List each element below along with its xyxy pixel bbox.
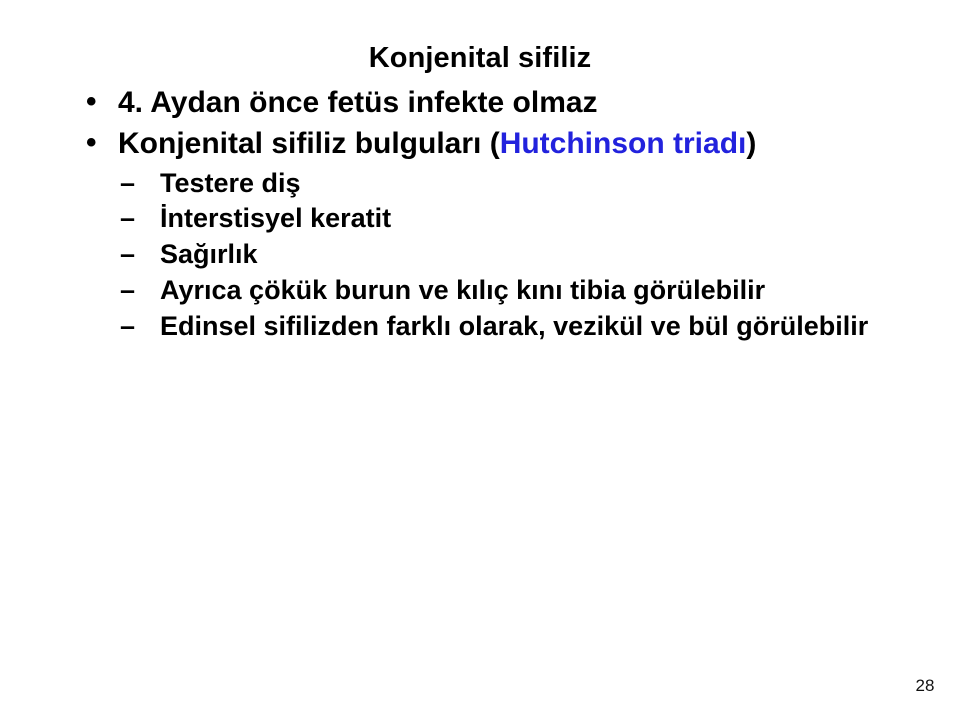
bullet-text <box>160 239 258 269</box>
bullet-text <box>160 311 868 341</box>
bullet-item <box>80 310 914 343</box>
bullet-marker-icon: • <box>86 85 97 119</box>
bullet-item <box>80 167 914 200</box>
bullet-list <box>80 85 914 343</box>
text-segment: Konjenital sifiliz bulguları ( <box>118 126 500 160</box>
text-segment: Ayrıca çökük burun ve kılıç kını tibia görülebilir <box>160 275 766 306</box>
page-number: 28 <box>915 676 935 695</box>
text-segment: Testere diş <box>160 167 301 198</box>
bullet-text <box>160 168 301 198</box>
bullet-item <box>80 274 914 307</box>
dash-marker-icon: – <box>120 311 136 342</box>
slide-body <box>0 85 960 343</box>
dash-marker-icon: – <box>120 167 136 198</box>
bullet-text <box>118 86 598 119</box>
bullet-item <box>80 238 914 271</box>
bullet-text <box>160 203 391 233</box>
bullet-item <box>80 202 914 235</box>
bullet-item <box>80 126 914 163</box>
text-segment: Sağırlık <box>160 239 258 270</box>
text-segment: İnterstisyel keratit <box>160 203 392 234</box>
text-segment: Edinsel sifilizden farklı olarak, vezikül ve bül görülebilir <box>160 311 869 342</box>
text-segment: ) <box>746 126 757 160</box>
bullet-text <box>160 275 765 305</box>
bullet-item <box>80 85 914 122</box>
bullet-marker-icon: • <box>86 125 97 159</box>
bullet-text <box>118 127 756 160</box>
highlighted-term: Hutchinson triadı <box>499 126 747 160</box>
slide-title: Konjenital sifiliz <box>368 42 592 74</box>
text-segment: 4. Aydan önce fetüs infekte olmaz <box>118 86 598 120</box>
dash-marker-icon: – <box>120 239 136 270</box>
dash-marker-icon: – <box>120 203 136 234</box>
dash-marker-icon: – <box>120 275 136 306</box>
